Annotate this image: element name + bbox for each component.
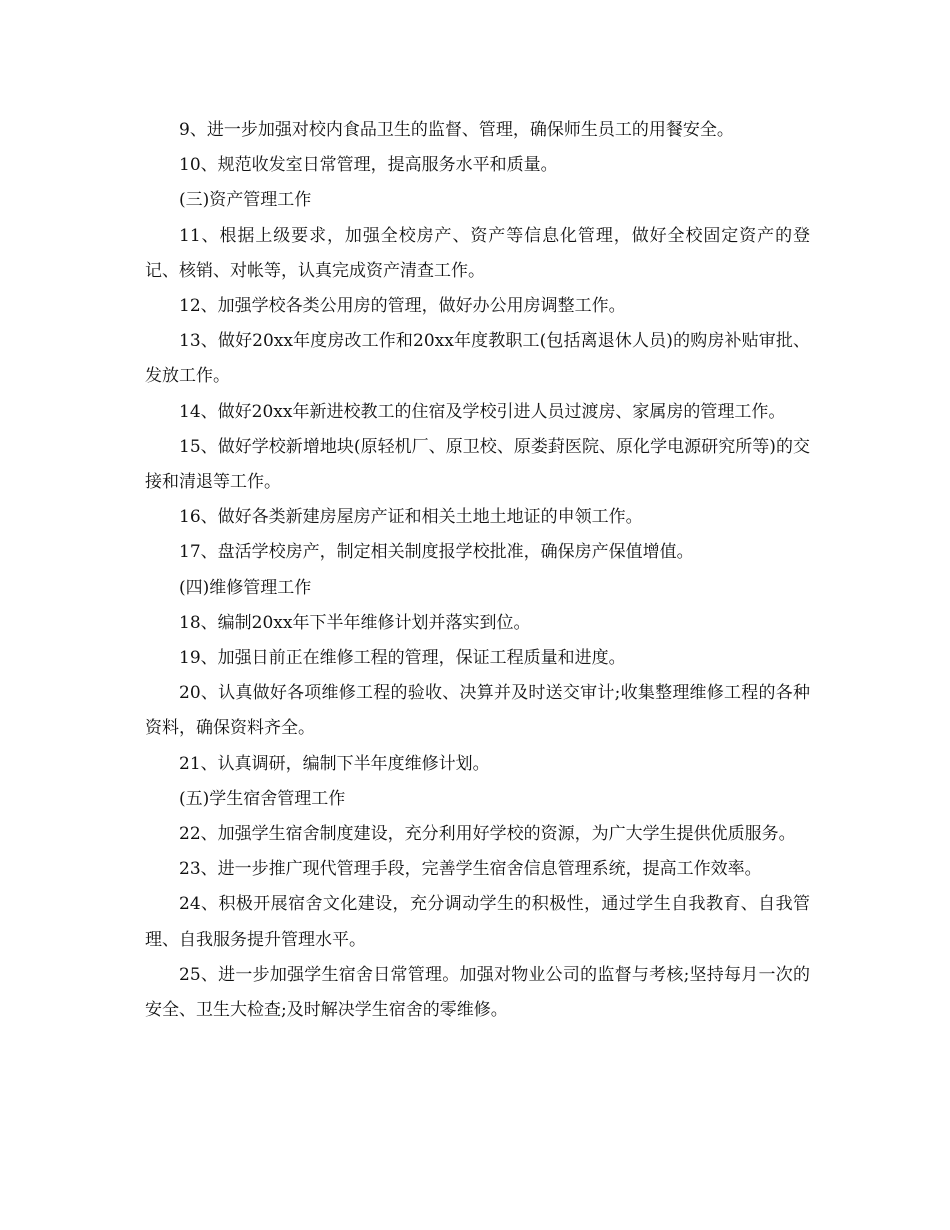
paragraph-11: 11、根据上级要求，加强全校房产、资产等信息化管理，做好全校固定资产的登记、核销、对帐等，认真完成资产清查工作。 (145, 225, 810, 281)
paragraph-18: 18、编制20xx年下半年维修计划并落实到位。 (179, 612, 531, 633)
paragraph-15: 15、做好学校新增地块(原轻机厂、原卫校、原娄葑医院、原化学电源研究所等)的交接和清退等工作。 (145, 436, 810, 493)
paragraph-9: 9、进一步加强对校内食品卫生的监督、管理，确保师生员工的用餐安全。 (179, 120, 734, 140)
paragraph-12: 12、加强学校各类公用房的管理，做好办公用房调整工作。 (179, 296, 626, 317)
paragraph-22: 22、加强学生宿舍制度建设，充分利用好学校的资源，为广大学生提供优质服务。 (179, 824, 796, 845)
section-heading-dormitory: (五)学生宿舍管理工作 (179, 788, 346, 809)
paragraph-24: 24、积极开展宿舍文化建设，充分调动学生的积极性，通过学生自我教育、自我管理、自我服务提升管理水平。 (145, 894, 810, 950)
paragraph-19: 19、加强日前正在维修工程的管理，保证工程质量和进度。 (179, 648, 626, 669)
paragraph-10: 10、规范收发室日常管理，提高服务水平和质量。 (179, 155, 558, 176)
paragraph-23: 23、进一步推广现代管理手段，完善学生宿舍信息管理系统，提高工作效率。 (179, 859, 762, 880)
paragraph-17: 17、盘活学校房产，制定相关制度报学校批准，确保房产保值增值。 (179, 542, 694, 563)
paragraph-20: 20、认真做好各项维修工程的验收、决算并及时送交审计;收集整理维修工程的各种资料，确保资料齐全。 (145, 683, 810, 739)
paragraph-13: 13、做好20xx年度房改工作和20xx年度教职工(包括离退休人员)的购房补贴审批、发放工作。 (145, 331, 810, 387)
paragraph-16: 16、做好各类新建房屋房产证和相关土地土地证的申领工作。 (179, 507, 643, 528)
document-body (145, 113, 810, 1028)
paragraph-14: 14、做好20xx年新进校教工的住宿及学校引进人员过渡房、家属房的管理工作。 (179, 401, 786, 422)
section-heading-assets: (三)资产管理工作 (179, 190, 312, 211)
section-heading-maintenance: (四)维修管理工作 (179, 577, 312, 598)
paragraph-25: 25、进一步加强学生宿舍日常管理。加强对物业公司的监督与考核;坚持每月一次的安全、卫生大检查;及时解决学生宿舍的零维修。 (145, 964, 810, 1021)
paragraph-21: 21、认真调研，编制下半年度维修计划。 (179, 753, 490, 774)
